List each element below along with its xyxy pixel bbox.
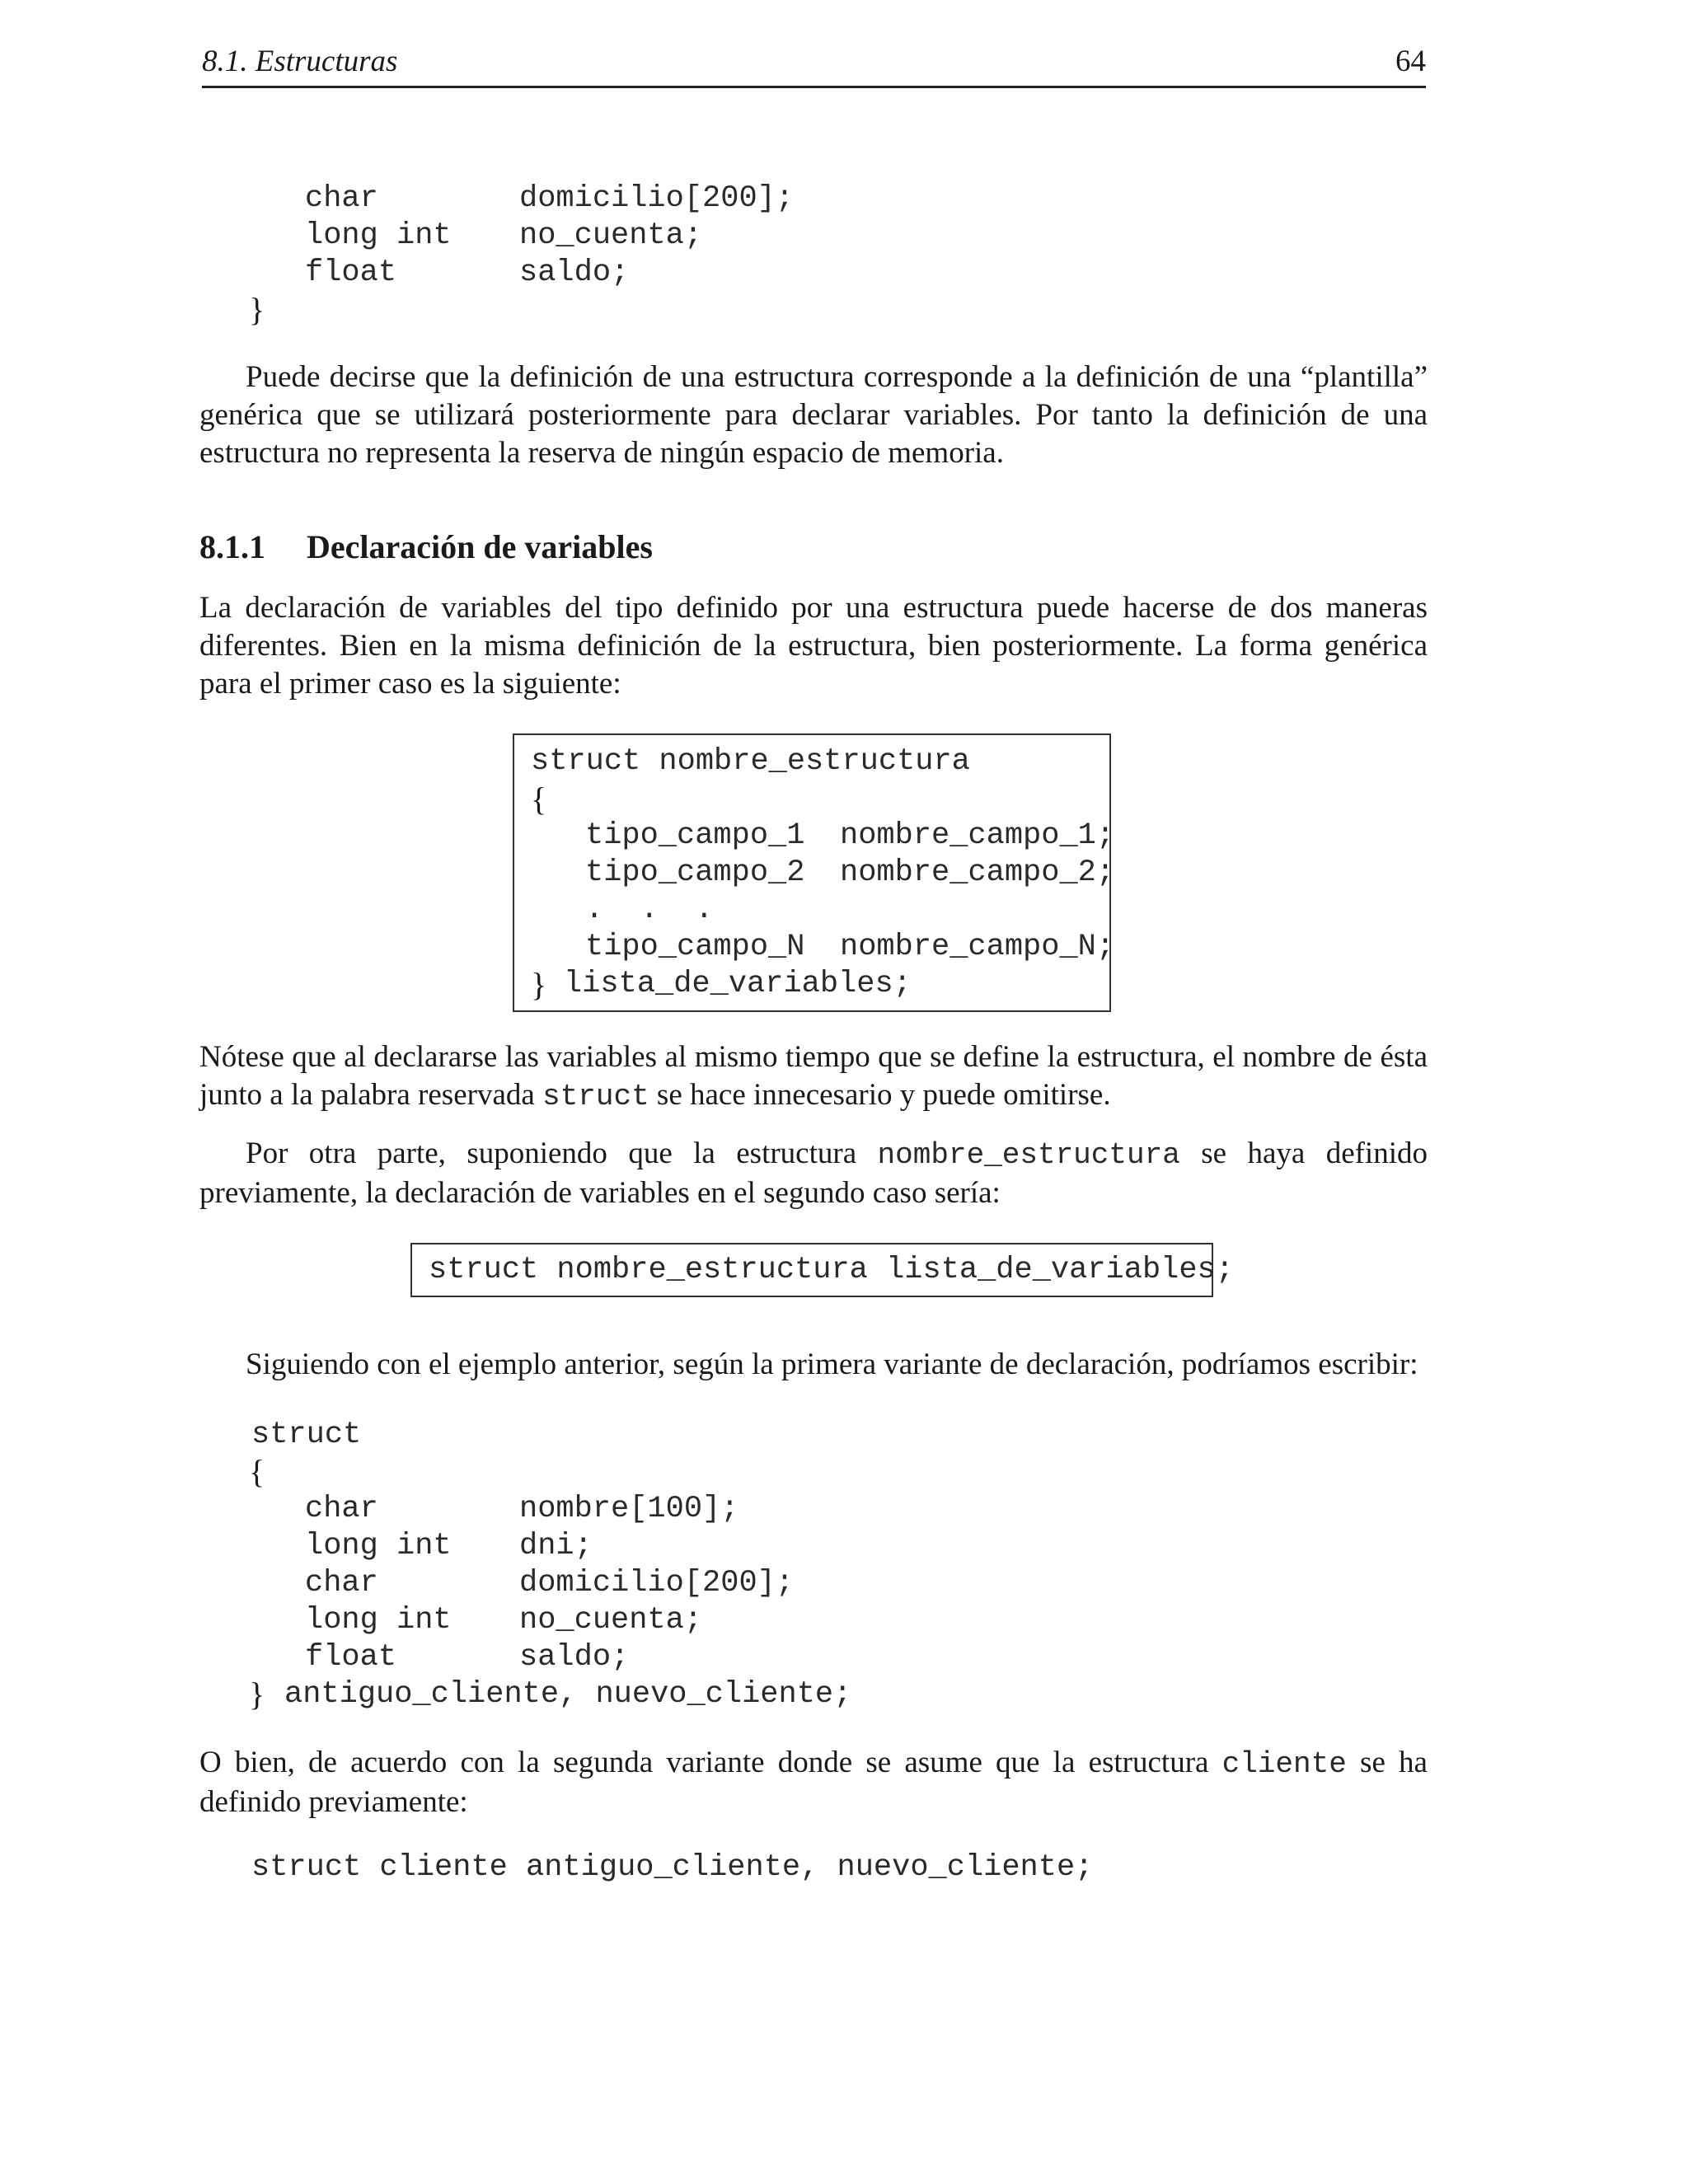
code-brace-open: {: [531, 780, 547, 818]
code-field: nombre_campo_N;: [840, 930, 1115, 964]
running-header: [202, 43, 1426, 88]
code-line: struct nombre_estructura: [531, 744, 970, 779]
code-type: char: [305, 181, 378, 216]
code-field: nombre[100];: [519, 1492, 739, 1526]
code-type: tipo_campo_N: [585, 930, 805, 964]
code-type: tipo_campo_1: [585, 818, 805, 853]
code-line: struct: [251, 1418, 362, 1452]
code-type: float: [305, 1640, 397, 1675]
paragraph: [199, 1744, 1428, 1821]
code-brace-close: }: [531, 966, 547, 1003]
text-run: Por otra parte, suponiendo que la estructura: [246, 1137, 878, 1170]
code-field: dni;: [519, 1529, 593, 1563]
subsection-title: Declaración de variables: [307, 528, 653, 565]
code-type: char: [305, 1492, 378, 1526]
code-type: float: [305, 255, 397, 290]
code-field: no_cuenta;: [519, 218, 703, 253]
code-field: domicilio[200];: [519, 181, 795, 216]
section-title: 8.1. Estructuras: [202, 45, 398, 78]
code-brace-open: {: [249, 1453, 265, 1490]
code-type: tipo_campo_2: [585, 855, 805, 890]
text-run: O bien, de acuerdo con la segunda variante donde se asume que la estructura: [199, 1746, 1222, 1779]
inline-code: nombre_estructura: [877, 1138, 1180, 1172]
page-number: 64: [1395, 45, 1426, 78]
text-run: se ha definido previamente:: [199, 1746, 1428, 1819]
code-field: domicilio[200];: [519, 1566, 795, 1601]
paragraph: [199, 1038, 1428, 1116]
inline-code: cliente: [1221, 1747, 1347, 1781]
code-line: struct cliente antiguo_cliente, nuevo_cliente;: [251, 1850, 1094, 1885]
code-type: char: [305, 1566, 378, 1601]
code-line: antiguo_cliente, nuevo_cliente;: [284, 1677, 852, 1712]
paragraph: La declaración de variables del tipo definido por una estructura puede hacerse de dos maneras diferentes. Bien en la misma definición de la estructura, bien posteriormente. La forma genérica para el primer caso es la siguiente:: [199, 591, 1428, 701]
paragraph: Puede decirse que la definición de una estructura corresponde a la definición de una “plantilla” genérica que se utilizará posteriormente para declarar variables. Por tanto la definición de una estructura no representa la reserva de ningún espacio de memoria.: [199, 360, 1428, 470]
code-brace-close: }: [249, 291, 265, 328]
subsection-number: 8.1.1: [199, 528, 265, 565]
code-field: no_cuenta;: [519, 1603, 703, 1638]
paragraph: [199, 1135, 1428, 1212]
paragraph: Siguiendo con el ejemplo anterior, según la primera variante de declaración, podríamos escribir:: [246, 1347, 1418, 1381]
code-field: saldo;: [519, 1640, 630, 1675]
text-run: Nótese que al declararse las variables al mismo tiempo que se define la estructura, el nombre de ésta junto a la palabra reservada: [199, 1040, 1428, 1112]
inline-code: struct: [542, 1080, 649, 1113]
code-field: saldo;: [519, 255, 630, 290]
code-box-declaration: [410, 1243, 1234, 1297]
code-field: nombre_campo_2;: [840, 855, 1115, 890]
code-line: lista_de_variables;: [564, 967, 912, 1001]
code-line: struct nombre_estructura lista_de_variables;: [429, 1253, 1234, 1287]
text-run: se haya definido previamente, la declaración de variables en el segundo caso sería:: [199, 1137, 1428, 1210]
code-box-struct-definition: [513, 733, 1115, 1012]
text-run: se hace innecesario y puede omitirse.: [649, 1078, 1111, 1112]
code-ellipsis: . . .: [585, 893, 714, 927]
code-type: long int: [305, 1529, 452, 1563]
subsection-heading: [199, 527, 653, 566]
code-field: nombre_campo_1;: [840, 818, 1115, 853]
code-type: long int: [305, 218, 452, 253]
code-type: long int: [305, 1603, 452, 1638]
code-brace-close: }: [249, 1675, 265, 1713]
